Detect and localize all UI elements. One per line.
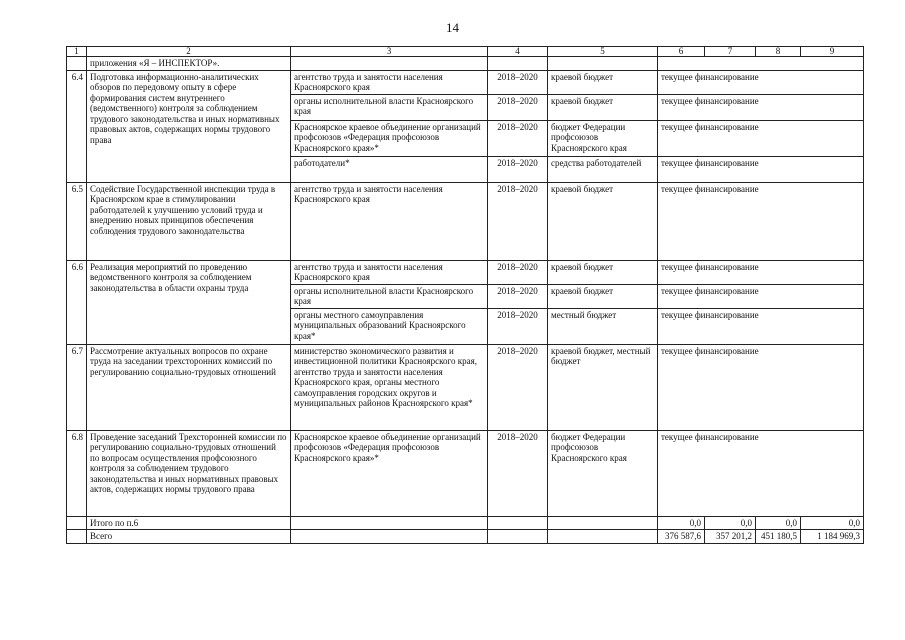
funding-text: текущее финансирование: [658, 284, 864, 308]
table-row: [67, 260, 864, 284]
funding-text: текущее финансирование: [658, 430, 864, 516]
table-row: [67, 70, 864, 94]
funding-text: текущее финансирование: [658, 308, 864, 344]
page-number: 14: [446, 20, 459, 35]
measure-text: Проведение заседаний Трехсторонней комиссии по регулированию социально-трудовых отношений по вопросам осуществления профсоюзного контроля за соблюдением трудового законодательства и иных нормативных правовых актов, содержащих нормы трудового права: [87, 430, 291, 516]
grand-total-value: 451 180,5: [756, 530, 801, 544]
executor-text: агентство труда и занятости населения Красноярского края: [291, 70, 488, 94]
item-number: 6.5: [67, 182, 87, 260]
executor-text: органы исполнительной власти Красноярского края: [291, 284, 488, 308]
source-text: бюджет Федерации профсоюзов Красноярского края: [548, 430, 658, 516]
subtotal-value: 0,0: [801, 516, 864, 530]
header-row: [67, 47, 864, 57]
header-cell: 4: [488, 47, 548, 57]
continuation-row: [67, 57, 864, 71]
subtotal-row: [67, 516, 864, 530]
source-text: краевой бюджет: [548, 94, 658, 120]
executor-text: агентство труда и занятости населения Красноярского края: [291, 182, 488, 260]
header-cell: 9: [801, 47, 864, 57]
subtotal-value: 0,0: [705, 516, 756, 530]
header-cell: 1: [67, 47, 87, 57]
period-text: 2018–2020: [488, 308, 548, 344]
continuation-text: приложения «Я – ИНСПЕКТОР».: [87, 57, 291, 71]
measure-text: Содействие Государственной инспекции труда в Красноярском крае в стимулировании работодателей к улучшению условий труда и внедрению новых принципов обеспечения соблюдения трудового законодательства: [87, 182, 291, 260]
grand-total-value: 357 201,2: [705, 530, 756, 544]
measures-table: [66, 46, 864, 544]
table-row: [67, 344, 864, 430]
item-number: 6.6: [67, 260, 87, 344]
header-cell: 6: [658, 47, 705, 57]
period-text: 2018–2020: [488, 430, 548, 516]
header-cell: 3: [291, 47, 488, 57]
subtotal-label: Итого по п.6: [87, 516, 291, 530]
grand-total-row: [67, 530, 864, 544]
funding-text: текущее финансирование: [658, 344, 864, 430]
header-cell: 2: [87, 47, 291, 57]
funding-text: текущее финансирование: [658, 94, 864, 120]
executor-text: Красноярское краевое объединение организаций профсоюзов «Федерация профсоюзов Красноярского края»*: [291, 430, 488, 516]
source-text: краевой бюджет: [548, 260, 658, 284]
executor-text: органы исполнительной власти Красноярского края: [291, 94, 488, 120]
executor-text: органы местного самоуправления муниципальных образований Красноярского края*: [291, 308, 488, 344]
source-text: краевой бюджет, местный бюджет: [548, 344, 658, 430]
table-row: [67, 430, 864, 516]
period-text: 2018–2020: [488, 94, 548, 120]
grand-total-value: 1 184 969,3: [801, 530, 864, 544]
executor-text: агентство труда и занятости населения Красноярского края: [291, 260, 488, 284]
period-text: 2018–2020: [488, 344, 548, 430]
subtotal-value: 0,0: [756, 516, 801, 530]
source-text: средства работодателей: [548, 156, 658, 182]
period-text: 2018–2020: [488, 156, 548, 182]
period-text: 2018–2020: [488, 70, 548, 94]
funding-text: текущее финансирование: [658, 156, 864, 182]
period-text: 2018–2020: [488, 120, 548, 156]
header-cell: 5: [548, 47, 658, 57]
executor-text: министерство экономического развития и инвестиционной политики Красноярского края, агентство труда и занятости населения Красноярского края, органы местного самоуправления городских округов и муниципальных районов Красноярского края*: [291, 344, 488, 430]
funding-text: текущее финансирование: [658, 182, 864, 260]
source-text: бюджет Федерации профсоюзов Красноярского края: [548, 120, 658, 156]
source-text: краевой бюджет: [548, 284, 658, 308]
measure-text: Рассмотрение актуальных вопросов по охране труда на заседании трехсторонних комиссий по регулированию социально-трудовых отношений: [87, 344, 291, 430]
item-number: 6.7: [67, 344, 87, 430]
funding-text: текущее финансирование: [658, 120, 864, 156]
item-number: 6.4: [67, 70, 87, 182]
source-text: местный бюджет: [548, 308, 658, 344]
table-row: [67, 182, 864, 260]
grand-total-label: Всего: [87, 530, 291, 544]
funding-text: текущее финансирование: [658, 70, 864, 94]
header-cell: 7: [705, 47, 756, 57]
measure-text: Подготовка информационно-аналитических обзоров по передовому опыту в сфере формирования систем внутреннего (ведомственного) контроля за соблюдением трудового законодательства и иных нормативных правовых актов, содержащих нормы трудового права: [87, 70, 291, 182]
period-text: 2018–2020: [488, 260, 548, 284]
header-cell: 8: [756, 47, 801, 57]
period-text: 2018–2020: [488, 182, 548, 260]
subtotal-value: 0,0: [658, 516, 705, 530]
executor-text: работодатели*: [291, 156, 488, 182]
funding-text: текущее финансирование: [658, 260, 864, 284]
measure-text: Реализация мероприятий по проведению ведомственного контроля за соблюдением законодательства в области охраны труда: [87, 260, 291, 344]
item-number: 6.8: [67, 430, 87, 516]
source-text: краевой бюджет: [548, 70, 658, 94]
grand-total-value: 376 587,6: [658, 530, 705, 544]
source-text: краевой бюджет: [548, 182, 658, 260]
period-text: 2018–2020: [488, 284, 548, 308]
executor-text: Красноярское краевое объединение организаций профсоюзов «Федерация профсоюзов Красноярского края»*: [291, 120, 488, 156]
